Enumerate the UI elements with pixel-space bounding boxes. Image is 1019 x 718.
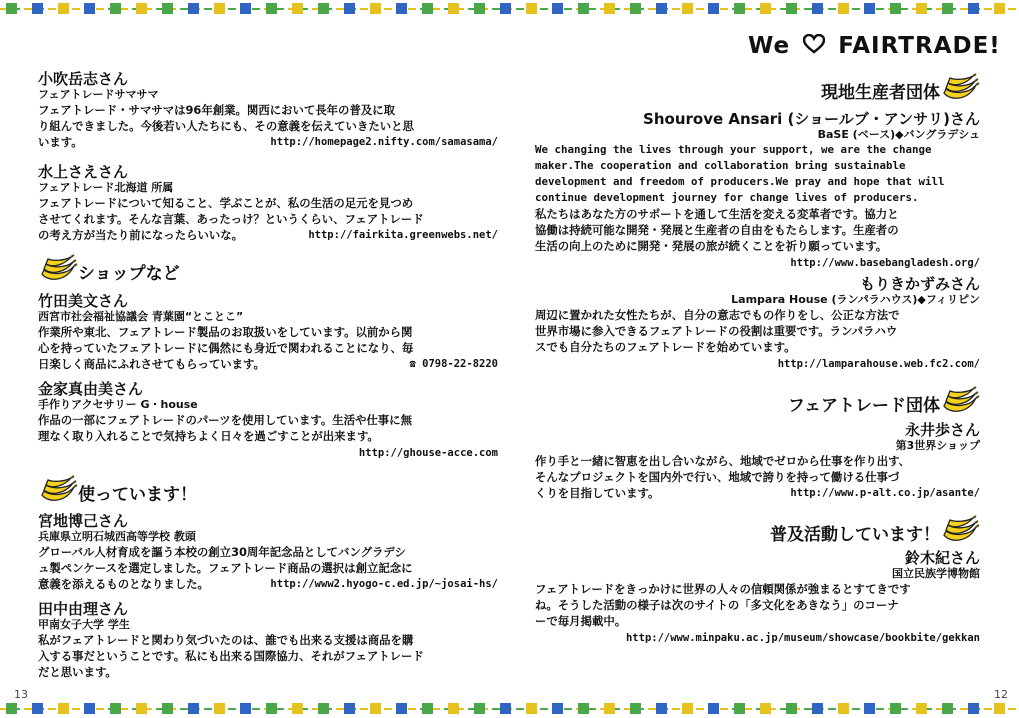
- border-square: [526, 3, 537, 14]
- border-square: [916, 703, 927, 714]
- border-square: [838, 3, 849, 14]
- entry-body: [38, 544, 498, 592]
- person-name: 田中由理さん: [38, 600, 129, 618]
- body-line: 作り手と一緒に智恵を出し合いながら、地域でゼロから仕事を作り出す、: [535, 454, 910, 468]
- border-square: [994, 703, 1005, 714]
- border-square: [162, 3, 173, 14]
- website-link[interactable]: http://homepage2.nifty.com/samasama/: [270, 136, 498, 148]
- entry-body: [38, 195, 498, 243]
- banana-icon: [38, 254, 78, 288]
- headline-fairtrade: FAIRTRADE!: [838, 33, 1001, 59]
- border-square: [578, 703, 589, 714]
- border-square: [864, 703, 875, 714]
- entry-body: [535, 307, 980, 372]
- border-square: [682, 3, 693, 14]
- banana-icon: [940, 73, 980, 107]
- border-square: [734, 703, 745, 714]
- section-title: 現地生産者団体: [821, 82, 940, 103]
- border-square: [396, 703, 407, 714]
- border-square: [188, 703, 199, 714]
- entry-ansari: [535, 110, 980, 271]
- body-line: くりを目指しています。: [535, 486, 660, 500]
- border-square: [916, 3, 927, 14]
- affiliation: 西宮市社会福祉協議会 青葉園“とことこ”: [38, 310, 244, 323]
- section-org: [788, 386, 980, 420]
- border-square: [552, 703, 563, 714]
- border-square: [84, 3, 95, 14]
- entry-body: [535, 453, 980, 501]
- border-square: [474, 703, 485, 714]
- border-square: [656, 703, 667, 714]
- border-square: [136, 3, 147, 14]
- border-square: [318, 3, 329, 14]
- body-line-english: We changing the lives through your support, we are the change: [535, 143, 932, 156]
- border-square: [318, 703, 329, 714]
- body-line: フェアトレードについて知ること、学ぶことが、私の生活の足元を見つめ: [38, 196, 414, 210]
- border-square: [838, 703, 849, 714]
- body-line: フェアトレード・サマサマは96年創業。関西において長年の普及に取: [38, 103, 396, 117]
- entry-moriki: [535, 275, 980, 372]
- border-square: [188, 3, 199, 14]
- person-name: 永井歩さん: [904, 421, 980, 439]
- body-line: 理なく取り入れることで気持ちよく日々を過ごすことが出来ます。: [38, 429, 379, 443]
- border-square: [240, 3, 251, 14]
- affiliation: 第3世界ショップ: [895, 439, 980, 452]
- body-line: の考え方が当たり前になったらいいな。: [38, 228, 244, 242]
- border-square: [370, 703, 381, 714]
- section-use: [38, 475, 197, 509]
- border-square: [760, 3, 771, 14]
- person-name: 鈴木紀さん: [904, 549, 980, 567]
- border-square: [760, 703, 771, 714]
- person-name: もりきかずみさん: [859, 275, 980, 293]
- website-link[interactable]: http://www.basebangladesh.org/: [790, 257, 980, 269]
- border-square: [344, 703, 355, 714]
- border-square: [266, 3, 277, 14]
- border-square: [110, 3, 121, 14]
- body-line-english: development and freedom of producers.We pray and hope that will: [535, 175, 945, 188]
- border-square: [682, 703, 693, 714]
- border-square: [942, 3, 953, 14]
- border-square: [786, 3, 797, 14]
- top-border: [0, 0, 1019, 18]
- body-line: フェアトレードをきっかけに世界の人々の信頼関係が強まるとすてきです: [535, 582, 911, 596]
- border-square: [448, 703, 459, 714]
- entry-takeda: [38, 292, 498, 372]
- body-line: 世界市場に参入できるフェアトレードの役割は重要です。ランパラハウ: [535, 324, 898, 338]
- border-square: [994, 3, 1005, 14]
- affiliation: 兵庫県立明石城西高等学校 教頭: [38, 530, 196, 543]
- border-square: [708, 703, 719, 714]
- border-square: [474, 3, 485, 14]
- border-square: [422, 703, 433, 714]
- body-line-english: continue development journey for change lives of producers.: [535, 191, 919, 204]
- border-square: [604, 703, 615, 714]
- border-square: [396, 3, 407, 14]
- affiliation: 国立民族学博物館: [892, 567, 980, 580]
- entry-body: [38, 324, 498, 372]
- person-name: 宮地博己さん: [38, 512, 129, 530]
- border-square: [812, 3, 823, 14]
- section-title: 使っています！: [78, 484, 197, 505]
- fairtrade-headline: [748, 33, 1001, 60]
- affiliation: BaSE (ベース)◆バングラデシュ: [817, 128, 980, 141]
- section-shop: [38, 254, 180, 288]
- website-link[interactable]: http://fairkita.greenwebs.net/: [308, 229, 498, 241]
- body-line: 生活の向上のために開発・発展の旅が続くことを祈り願っています。: [535, 239, 888, 253]
- bottom-border: [0, 700, 1019, 718]
- border-square: [734, 3, 745, 14]
- affiliation: Lampara House (ランパラハウス)◆フィリピン: [731, 293, 980, 306]
- border-square: [942, 703, 953, 714]
- entry-body: [38, 412, 498, 461]
- entry-body: [535, 142, 980, 271]
- border-square: [708, 3, 719, 14]
- person-name: 金家真由美さん: [38, 380, 144, 398]
- border-square: [786, 703, 797, 714]
- body-line: 日楽しく商品にふれさせてもらっています。: [38, 357, 265, 371]
- entry-tanaka: [38, 600, 498, 680]
- entry-body: [38, 632, 498, 680]
- body-line: 作業所や東北、フェアトレード製品のお取扱いをしています。以前から関: [38, 325, 413, 339]
- headline-we: We: [748, 33, 791, 59]
- border-square: [578, 3, 589, 14]
- affiliation: 手作りアクセサリー G・house: [38, 398, 198, 411]
- body-line: 私たちはあなた方のサポートを通して生活を変える変革者です。協力と: [535, 207, 899, 221]
- border-square: [630, 703, 641, 714]
- body-line-english: maker.The cooperation and collaboration bring sustainable: [535, 159, 906, 172]
- body-line: 周辺に置かれた女性たちが、自分の意志でもの作りをし、公正な方法で: [535, 308, 900, 322]
- border-square: [6, 703, 17, 714]
- border-square: [292, 703, 303, 714]
- affiliation: フェアトレード北海道 所属: [38, 181, 174, 194]
- person-name: 竹田美文さん: [38, 292, 129, 310]
- border-square: [604, 3, 615, 14]
- body-line: 私がフェアトレードと関わり気づいたのは、誰でも出来る支援は商品を購: [38, 633, 414, 647]
- border-square: [890, 703, 901, 714]
- body-line: だと思います。: [38, 665, 117, 679]
- entry-nagai: [535, 421, 980, 501]
- phone-number: ☎ 0798-22-8220: [409, 358, 498, 370]
- body-line: 協働は持続可能な開発・発展と生産者の自由をもたらします。生産者の: [535, 223, 899, 237]
- body-line: 意義を添えるものとなりました。: [38, 577, 209, 591]
- border-square: [136, 703, 147, 714]
- border-square: [162, 703, 173, 714]
- page-number-left: 13: [14, 688, 28, 701]
- entry-kobuki: [38, 70, 498, 150]
- border-square: [84, 703, 95, 714]
- section-title: 普及活動しています！: [770, 524, 940, 545]
- border-square: [864, 3, 875, 14]
- banana-icon: [940, 386, 980, 420]
- person-name: 水上さえさん: [38, 163, 129, 181]
- banana-icon: [38, 475, 78, 509]
- border-square: [214, 3, 225, 14]
- entry-miyaji: [38, 512, 498, 592]
- section-spread: [770, 515, 980, 549]
- website-link[interactable]: http://lamparahouse.web.fc2.com/: [777, 358, 980, 370]
- website-link[interactable]: http://ghouse-acce.com: [358, 447, 498, 459]
- website-link[interactable]: http://www.minpaku.ac.jp/museum/showcase/bookbite/gekkan: [625, 632, 980, 644]
- border-square: [32, 703, 43, 714]
- body-line: ーで毎月掲載中。: [535, 614, 627, 628]
- person-name: 小吹岳志さん: [38, 70, 129, 88]
- border-square: [968, 703, 979, 714]
- border-square: [58, 703, 69, 714]
- body-line: 入する事だということです。私にも出来る国際協力、それがフェアトレード: [38, 649, 424, 663]
- body-line: り組んできました。今後若い人たちにも、その意義を伝えていきたいと思: [38, 119, 414, 133]
- border-square: [58, 3, 69, 14]
- body-line: 心を持っていたフェアトレードに偶然にも身近で関われることになり、毎: [38, 341, 414, 355]
- section-producers: [821, 73, 980, 107]
- body-line: させてくれます。そんな言葉、あったっけ？というくらい、フェアトレード: [38, 212, 424, 226]
- border-square: [292, 3, 303, 14]
- website-link[interactable]: http://www.p-alt.co.jp/asante/: [790, 487, 980, 499]
- border-square: [6, 3, 17, 14]
- heart-icon: [803, 34, 825, 60]
- border-square: [422, 3, 433, 14]
- border-square: [552, 3, 563, 14]
- border-square: [890, 3, 901, 14]
- entry-kanaya: [38, 380, 498, 461]
- border-square: [32, 3, 43, 14]
- entry-mizukami: [38, 163, 498, 243]
- border-square: [630, 3, 641, 14]
- entry-suzuki: [535, 549, 980, 646]
- website-link[interactable]: http://www2.hyogo-c.ed.jp/~josai-hs/: [270, 578, 498, 590]
- border-square: [526, 703, 537, 714]
- affiliation: 甲南女子大学 学生: [38, 618, 130, 631]
- border-square: [344, 3, 355, 14]
- border-square: [214, 703, 225, 714]
- section-title: ショップなど: [78, 263, 180, 284]
- banana-icon: [940, 515, 980, 549]
- border-square: [110, 703, 121, 714]
- affiliation: フェアトレードサマサマ: [38, 88, 159, 101]
- body-line: グローバル人材育成を謳う本校の創立30周年記念品としてバングラデシ: [38, 545, 406, 559]
- entry-body: [535, 581, 980, 646]
- border-square: [500, 703, 511, 714]
- border-square: [812, 703, 823, 714]
- entry-body: [38, 102, 498, 150]
- border-square: [500, 3, 511, 14]
- page-number-right: 12: [994, 688, 1008, 701]
- section-title: フェアトレード団体: [787, 395, 940, 416]
- body-line: 作品の一部にフェアトレードのパーツを使用しています。生活や仕事に無: [38, 413, 412, 427]
- body-line: います。: [38, 135, 83, 149]
- border-square: [240, 703, 251, 714]
- border-square: [448, 3, 459, 14]
- border-square: [370, 3, 381, 14]
- border-square: [656, 3, 667, 14]
- body-line: ね。そうした活動の様子は次のサイトの「多文化をあきなう」のコーナ: [535, 598, 899, 612]
- person-name: Shourove Ansari (ショールブ・アンサリ)さん: [643, 110, 980, 128]
- body-line: そんなプロジェクトを国内外で行い、地域で誇りを持って働ける仕事づ: [535, 470, 900, 484]
- body-line: ュ製ペンケースを選定しました。フェアトレード商品の選択は創立記念に: [38, 561, 413, 575]
- body-line: スでも自分たちのフェアトレードを始めています。: [535, 340, 796, 354]
- border-square: [968, 3, 979, 14]
- border-square: [266, 703, 277, 714]
